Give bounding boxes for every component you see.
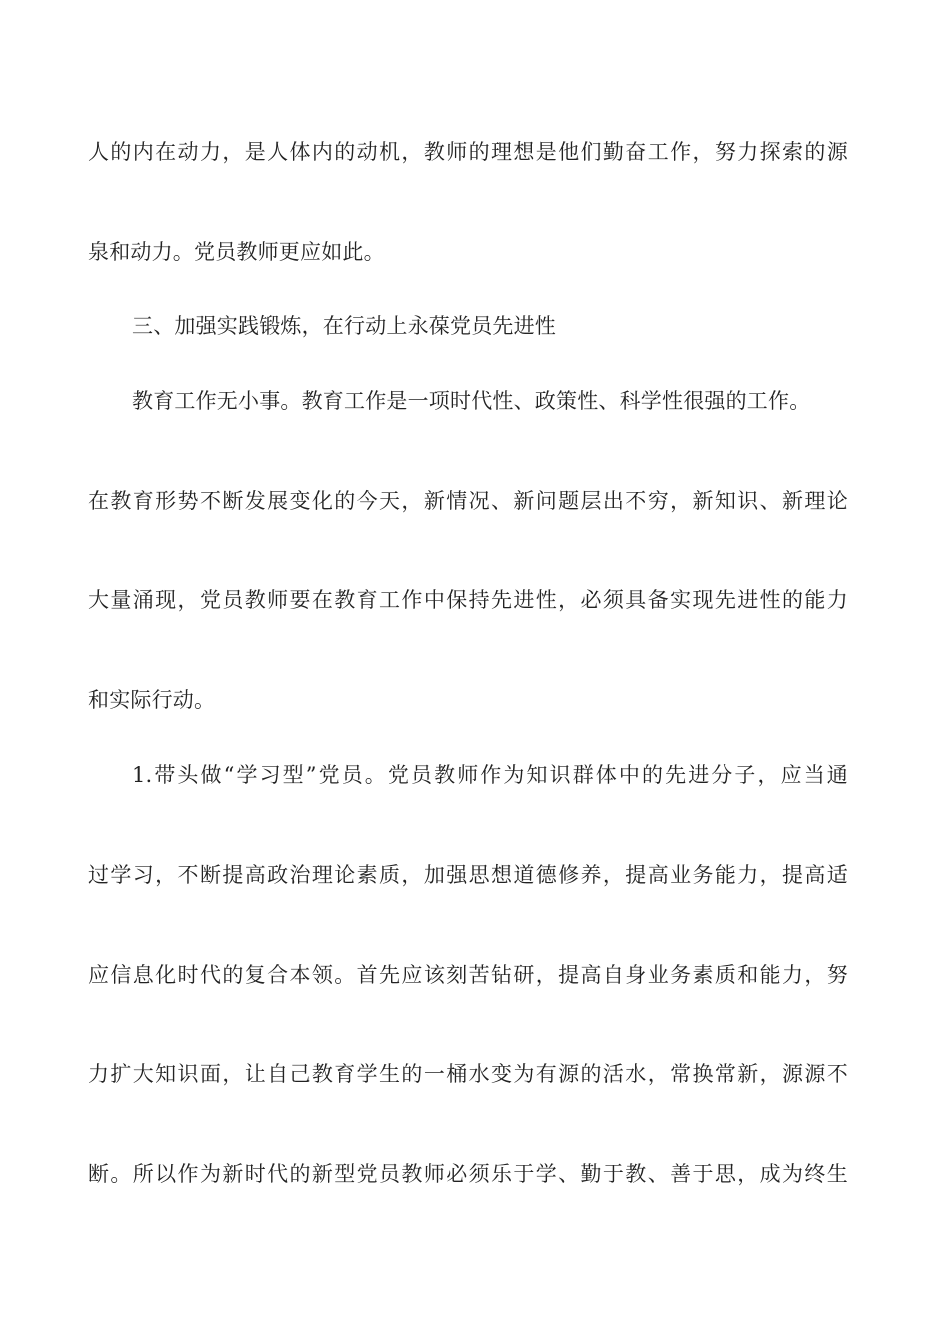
- body-text-line: 泉和动力。党员教师更应如此。: [88, 240, 385, 264]
- body-text-line: 应信息化时代的复合本领。首先应该刻苦钻研，提高自身业务素质和能力，努: [88, 963, 848, 987]
- body-text-line: 和实际行动。: [88, 688, 216, 712]
- body-text-line: 力扩大知识面，让自己教育学生的一桶水变为有源的活水，常换常新，源源不: [88, 1062, 848, 1086]
- list-item-heading: 1.带头做“学习型”党员。党员教师作为知识群体中的先进分子，应当通: [132, 763, 848, 787]
- body-text-line: 教育工作无小事。教育工作是一项时代性、政策性、科学性很强的工作。: [132, 389, 811, 413]
- section-heading: 三、加强实践锻炼，在行动上永葆党员先进性: [132, 314, 556, 338]
- body-text-line: 大量涌现，党员教师要在教育工作中保持先进性，必须具备实现先进性的能力: [88, 588, 848, 612]
- body-text-line: 断。所以作为新时代的新型党员教师必须乐于学、勤于教、善于思，成为终生: [88, 1162, 848, 1186]
- body-text-line: 人的内在动力，是人体内的动机，教师的理想是他们勤奋工作，努力探索的源: [88, 140, 848, 164]
- body-text-line: 在教育形势不断发展变化的今天，新情况、新问题层出不穷，新知识、新理论: [88, 489, 848, 513]
- body-text-line: 过学习，不断提高政治理论素质，加强思想道德修养，提高业务能力，提高适: [88, 863, 848, 887]
